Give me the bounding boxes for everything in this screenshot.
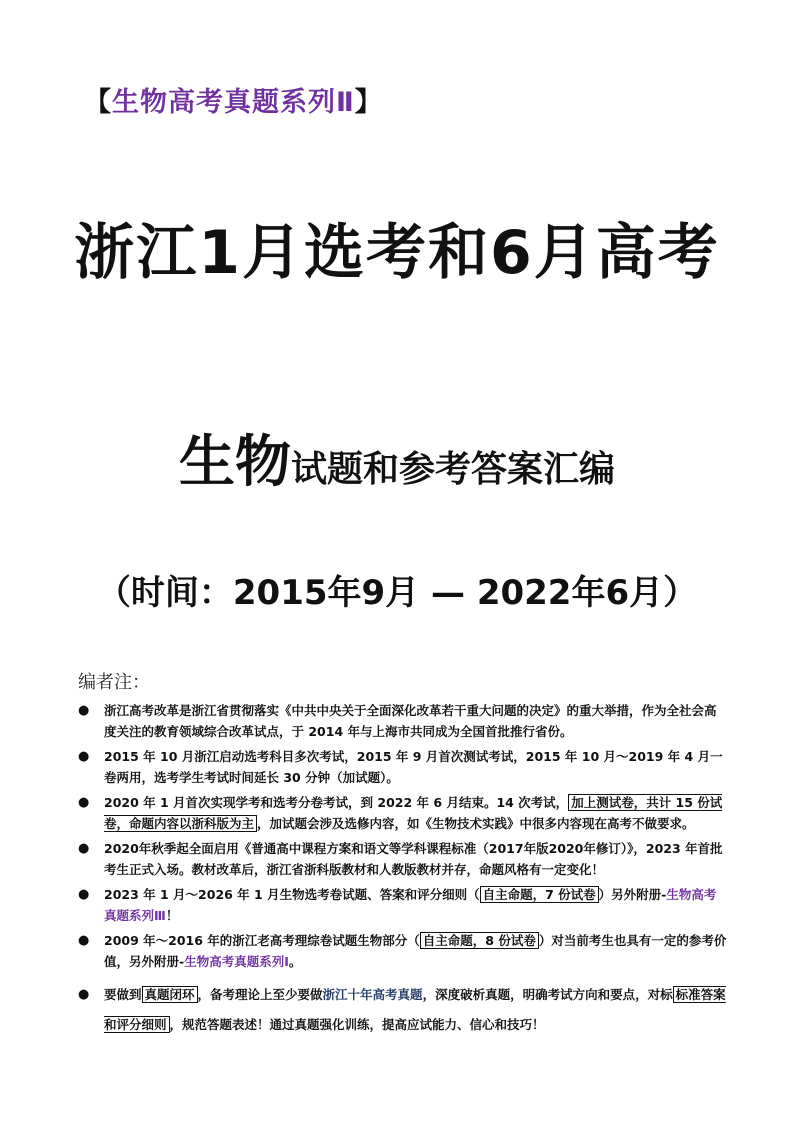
boxed-highlight: 真题闭环 <box>142 986 198 1003</box>
bullet-icon: ● <box>78 795 90 810</box>
item-text: ，规范答题表述！通过真题强化训练，提高应试能力、信心和技巧！ <box>169 1017 545 1032</box>
item-text: ）对当前考生也具有一定的参考价值，另外附册- <box>104 933 727 969</box>
document-subtitle <box>0 418 794 498</box>
list-item <box>76 884 728 926</box>
editor-note-list <box>76 700 728 1044</box>
item-text: ，深度破析真题，明确考试方向和要点，对标 <box>422 987 673 1002</box>
series-header <box>84 80 383 119</box>
time-range: （时间：2015年9月 — 2022年6月） <box>96 573 698 613</box>
item-text: 。 <box>288 954 302 969</box>
series-open-bracket: 【 <box>84 87 112 118</box>
list-item <box>76 930 728 972</box>
bullet-icon: ● <box>78 933 90 948</box>
item-text: ，备考理论上至少要做 <box>197 987 323 1002</box>
bullet-icon: ● <box>78 841 90 856</box>
series-label: 生物高考真题系列Ⅱ <box>112 87 355 118</box>
boxed-highlight: 自主命题，8 份试卷 <box>420 932 539 949</box>
highlight-text: 浙江十年高考真题 <box>322 987 423 1002</box>
item-text: 2020年秋季起全面启用《普通高中课程方案和语文等学科课程标准（2017年版2020年修订）》，2023 年首批考生正式入场。教材改革后，浙江省浙科版教材和人教版教材并存，命题风格有一定变化！ <box>104 841 723 877</box>
bullet-icon: ● <box>78 703 90 718</box>
bullet-icon: ● <box>78 887 90 902</box>
item-text: 2020 年 1 月首次实现学考和选考分卷考试，到 2022 年 6 月结束。14 次考试， <box>104 795 569 810</box>
series-close-bracket: 】 <box>354 87 383 118</box>
item-text: ）另外附册- <box>598 887 667 902</box>
list-item <box>76 838 728 880</box>
item-text: 浙江高考改革是浙江省贯彻落实《中共中央关于全面深化改革若干重大问题的决定》的重大举措，作为全社会高度关注的教育领域综合改革试点，于 2014 年与上海市共同成为全国首批推行省份。 <box>104 703 717 739</box>
editor-note-heading: 编者注： <box>78 672 150 693</box>
list-item <box>76 746 728 788</box>
list-item <box>76 792 728 834</box>
subtitle-subject: 生物 <box>178 430 291 495</box>
item-text: 2023 年 1 月～2026 年 1 月生物选考卷试题、答案和评分细则（ <box>104 887 480 902</box>
item-text: 要做到 <box>104 987 142 1002</box>
document-title: 浙江1月选考和6月高考 <box>74 218 720 288</box>
list-item <box>76 700 728 742</box>
item-text: 2015 年 10 月浙江启动选考科目多次考试，2015 年 9 月首次测试考试，2015 年 10 月～2019 年 4 月一卷两用，选考学生考试时间延长 30 分钟（加试题）。 <box>104 749 723 785</box>
bullet-icon: ● <box>78 987 90 1002</box>
item-text: 2009 年～2016 年的浙江老高考理综卷试题生物部分（ <box>104 933 420 948</box>
bullet-icon: ● <box>78 749 90 764</box>
item-text: ！ <box>165 908 179 923</box>
item-text: ，加试题会涉及选修内容，如《生物技术实践》中很多内容现在高考不做要求。 <box>257 816 695 831</box>
boxed-highlight: 加上测试卷，共计 15 份试卷，命题内容以浙科版为主 <box>104 795 723 831</box>
boxed-highlight: 自主命题，7 份试卷 <box>480 886 599 903</box>
boxed-highlight: 标准答案和评分细则 <box>104 987 726 1032</box>
list-item <box>76 980 728 1040</box>
subtitle-rest: 试题和参考答案汇编 <box>290 449 615 490</box>
series-reference-link: 生物高考真题系列Ⅰ <box>184 954 289 969</box>
series-reference-link: 生物高考真题系列Ⅲ <box>104 887 717 923</box>
